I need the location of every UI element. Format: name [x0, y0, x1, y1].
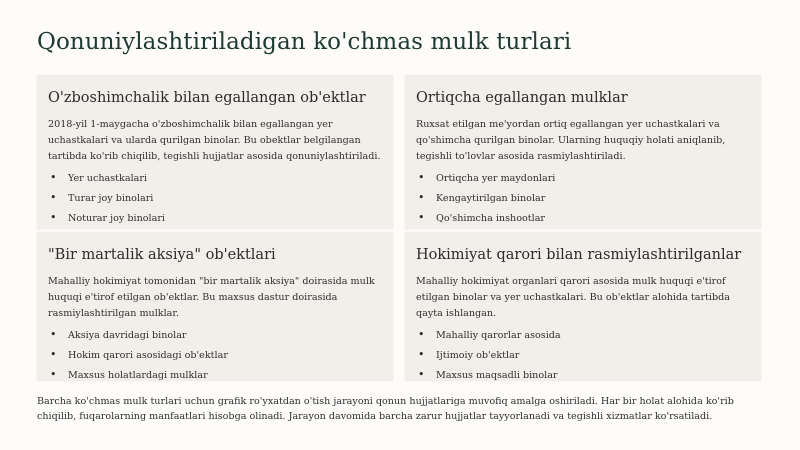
list-item: • Kengaytirilgan binolar: [416, 189, 750, 209]
card-title: Ortiqcha egallangan mulklar: [416, 90, 628, 106]
list-item: • Maxsus maqsadli binolar: [416, 366, 750, 381]
card-description: 2018-yil 1-maygacha o'zboshimchalik bilan egallangan yer uchastkalari va ularda qurilgan binolar. Bu obektlar belgilangan tartibda ko'rib chiqilib, tegishli hujjatlar asosida qonuniylashtiriladi.: [48, 119, 381, 162]
card-list: [416, 169, 750, 229]
card-description: Ruxsat etilgan me'yordan ortiq egallangan yer uchastkalari va qo'shimcha qurilgan binolar. Ularning huquqiy holati aniqlanib, tegishli to'lovlar asosida rasmiylashtiriladi.: [416, 119, 726, 162]
card-grid: [37, 75, 761, 381]
card-title: O'zboshimchalik bilan egallangan ob'ektlar: [48, 90, 366, 106]
list-item: • Hokim qarori asosidagi ob'ektlar: [48, 346, 382, 366]
card-description: Mahalliy hokimiyat tomonidan "bir martalik aksiya" doirasida mulk huquqi e'tirof etilgan ob'ektlar. Bu maxsus dastur doirasida rasmiylashtirilgan mulklar.: [48, 276, 375, 319]
list-item: • Turar joy binolari: [48, 189, 382, 209]
list-item: • Yer uchastkalari: [48, 169, 382, 189]
card-description: Mahalliy hokimiyat organlari qarori asosida mulk huquqi e'tirof etilgan binolar va yer uchastkalari. Bu ob'ektlar alohida tartibda qayta ishlangan.: [416, 276, 730, 319]
list-item: • Mahalliy qarorlar asosida: [416, 326, 750, 346]
list-item: • Ijtimoiy ob'ektlar: [416, 346, 750, 366]
card-list: [416, 326, 750, 381]
list-item: • Noturar joy binolari: [48, 209, 382, 229]
list-item: • Maxsus holatlardagi mulklar: [48, 366, 382, 381]
card-list: [48, 326, 382, 381]
card-self-occupied: [37, 75, 393, 229]
card-one-time-action: [37, 232, 393, 381]
card-excess-occupied: [405, 75, 761, 229]
card-title: Hokimiyat qarori bilan rasmiylashtirilganlar: [416, 247, 742, 263]
list-item: • Ortiqcha yer maydonlari: [416, 169, 750, 189]
list-item: • Qo'shimcha inshootlar: [416, 209, 750, 229]
page-title: Qonuniylashtiriladigan ko'chmas mulk turlari: [37, 29, 572, 55]
card-list: [48, 169, 382, 229]
card-government-decision: [405, 232, 761, 381]
card-title: "Bir martalik aksiya" ob'ektlari: [48, 247, 276, 263]
list-item: • Aksiya davridagi binolar: [48, 326, 382, 346]
footer-note: Barcha ko'chmas mulk turlari uchun grafik ro'yxatdan o'tish jarayoni qonun hujjatlariga muvofiq amalga oshiriladi. Har bir holat alohida ko'rib chiqilib, fuqarolarning manfaatlari hisobga olinadi. Jarayon davomida barcha zarur hujjatlar tayyorlanadi va tegishli xizmatlar ko'rsatiladi.: [37, 396, 734, 422]
